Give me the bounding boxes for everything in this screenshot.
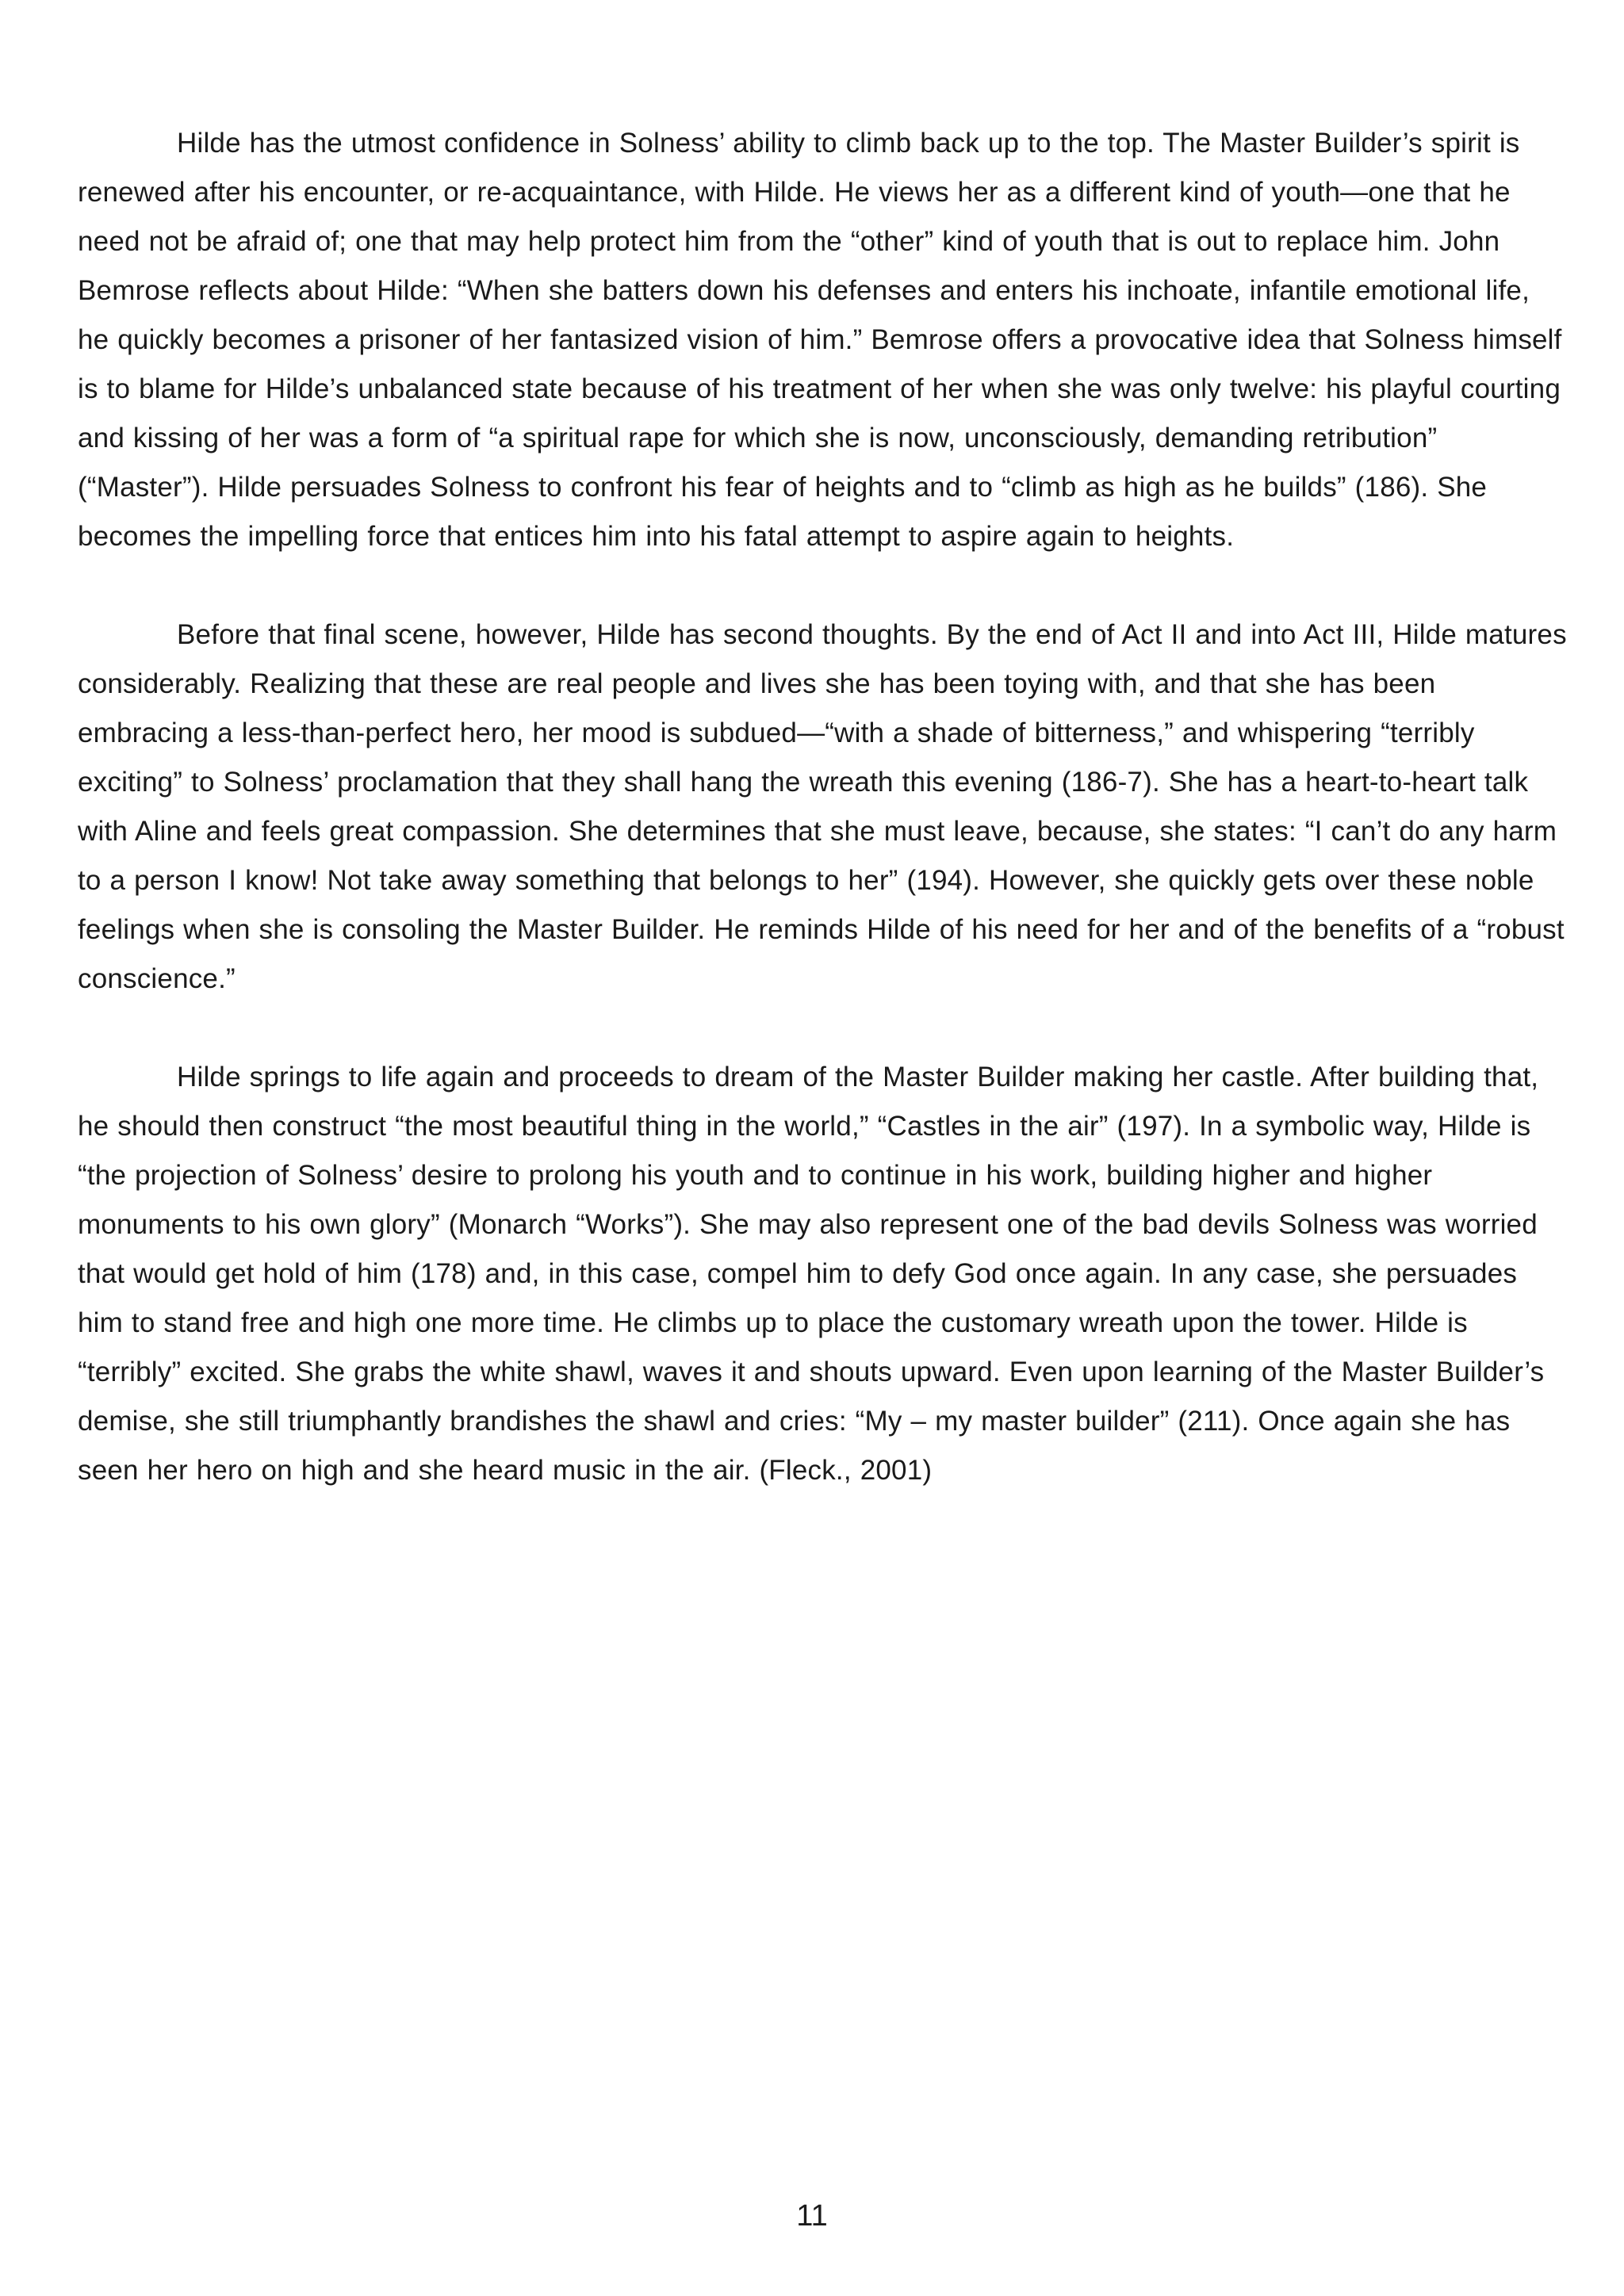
- paragraph-3: Hilde springs to life again and proceeds to dream of the Master Builder making her castle. After building that, he should then construct “the most beautiful thing in the world,” “Castles in the air” (197). In a symbolic way, Hilde is “the projection of Solness’ desire to prolong his youth and to continue in his work, building higher and higher monuments to his own glory” (Monarch “Works”). She may also represent one of the bad devils Solness was worried that would get hold of him (178) and, in this case, compel him to defy God once again. In any case, she persuades him to stand free and high one more time. He climbs up to place the customary wreath upon the tower. Hilde is “terribly” excited. She grabs the white shawl, waves it and shouts upward. Even upon learning of the Master Builder’s demise, she still triumphantly brandishes the shawl and cries: “My – my master builder” (211). Once again she has seen her hero on high and she heard music in the air. (Fleck., 2001): [78, 1062, 1545, 1486]
- document-body: [78, 119, 1568, 1544]
- page-number: 11: [796, 2199, 828, 2233]
- paragraph-1: Hilde has the utmost confidence in Solness’ ability to climb back up to the top. The Master Builder’s spirit is renewed after his encounter, or re-acquaintance, with Hilde. He views her as a different kind of youth—one that he need not be afraid of; one that may help protect him from the “other” kind of youth that is out to replace him. John Bemrose reflects about Hilde: “When she batters down his defenses and enters his inchoate, infantile emotional life, he quickly becomes a prisoner of her fantasized vision of him.” Bemrose offers a provocative idea that Solness himself is to blame for Hilde’s unbalanced state because of his treatment of her when she was only twelve: his playful courting and kissing of her was a form of “a spiritual rape for which she is now, unconsciously, demanding retribution” (“Master”). Hilde persuades Solness to confront his fear of heights and to “climb as high as he builds” (186). She becomes the impelling force that entices him into his fatal attempt to aspire again to heights.: [78, 128, 1562, 552]
- paragraph-2: Before that final scene, however, Hilde has second thoughts. By the end of Act II and into Act III, Hilde matures considerably. Realizing that these are real people and lives she has been toying with, and that she has been embracing a less-than-perfect hero, her mood is subdued—“with a shade of bitterness,” and whispering “terribly exciting” to Solness’ proclamation that they shall hang the wreath this evening (186-7). She has a heart-to-heart talk with Aline and feels great compassion. She determines that she must leave, because, she states: “I can’t do any harm to a person I know! Not take away something that belongs to her” (194). However, she quickly gets over these noble feelings when she is consoling the Master Builder. He reminds Hilde of his need for her and of the benefits of a “robust conscience.”: [78, 619, 1567, 994]
